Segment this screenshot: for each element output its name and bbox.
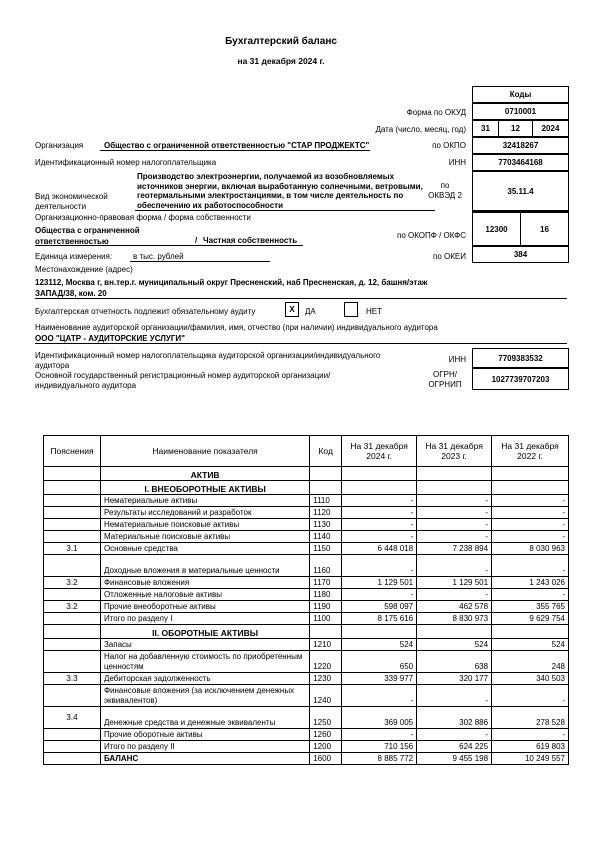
value-2024-cell: - (342, 531, 417, 543)
code-cell: 1230 (310, 673, 342, 685)
col-header-notes: Пояснения (44, 436, 101, 467)
value-2022-cell: - (492, 519, 569, 531)
value-2024-cell: - (342, 685, 417, 707)
value-2024-cell: - (342, 589, 417, 601)
col-header-2022: На 31 декабря 2022 г. (492, 436, 569, 467)
legal-slash: / (195, 236, 198, 245)
value-2022-cell: 524 (492, 639, 569, 651)
note-cell (44, 481, 101, 495)
audit-yes-label: ДА (305, 307, 316, 316)
value-2024-cell: 8 885 772 (342, 753, 417, 765)
inn-value: 7703464168 (472, 154, 569, 171)
note-cell: 3.4 (44, 707, 101, 729)
name-cell: БАЛАНС (100, 753, 309, 765)
table-row (44, 651, 569, 673)
activity-label: Вид экономической деятельности (35, 192, 108, 211)
value-2023-cell (417, 625, 492, 639)
document-title: Бухгалтерский баланс (225, 36, 337, 47)
codes-header: Коды (472, 86, 569, 103)
name-cell: Финансовые вложения (100, 577, 309, 589)
value-2023-cell: - (417, 507, 492, 519)
note-cell (44, 519, 101, 531)
okopf-value: 12300 (472, 212, 521, 246)
auditor-inn-label: Идентификационный номер налогоплательщика аудиторской организации/индивидуального аудитора (35, 351, 381, 370)
table-row (44, 531, 569, 543)
table-header-row (44, 436, 569, 467)
code-cell: 1260 (310, 729, 342, 741)
legal-form-label: Организационно-правовая форма / форма собственности (35, 213, 251, 222)
name-cell: I. ВНЕОБОРОТНЫЕ АКТИВЫ (100, 481, 309, 495)
note-cell (44, 729, 101, 741)
auditor-inn-code-label: ИНН (448, 355, 466, 364)
value-2024-cell: - (342, 495, 417, 507)
note-cell (44, 507, 101, 519)
value-2024-cell: 6 448 018 (342, 543, 417, 555)
note-cell: 3.3 (44, 673, 101, 685)
name-cell: Материальные поисковые активы (100, 531, 309, 543)
code-cell: 1220 (310, 651, 342, 673)
value-2022-cell: 9 629 754 (492, 613, 569, 625)
value-2023-cell: 462 578 (417, 601, 492, 613)
value-2024-cell: 1 129 501 (342, 577, 417, 589)
value-2023-cell: 1 129 501 (417, 577, 492, 589)
col-header-indicator: Наименование показателя (100, 436, 309, 467)
value-2022-cell: 355 765 (492, 601, 569, 613)
value-2024-cell: - (342, 519, 417, 531)
audit-no-checkbox[interactable] (344, 302, 358, 317)
value-2022-cell: - (492, 531, 569, 543)
code-cell: 1210 (310, 639, 342, 651)
table-row (44, 507, 569, 519)
okved-label: по ОКВЭД 2 (428, 181, 462, 200)
value-2024-cell: 598 097 (342, 601, 417, 613)
col-header-2024: На 31 декабря 2024 г. (342, 436, 417, 467)
ownership: Частная собственность (203, 236, 298, 245)
okopf-label: по ОКОПФ / ОКФС (397, 231, 466, 240)
value-2023-cell: 7 238 894 (417, 543, 492, 555)
audit-yes-checkbox[interactable]: X (285, 302, 299, 317)
name-cell: Прочие внеоборотные активы (100, 601, 309, 613)
document-date: на 31 декабря 2024 г. (237, 56, 325, 66)
name-cell: Запасы (100, 639, 309, 651)
code-cell: 1600 (310, 753, 342, 765)
note-cell (44, 467, 101, 481)
name-cell: Прочие оборотные активы (100, 729, 309, 741)
value-2022-cell: 340 503 (492, 673, 569, 685)
auditor-label: Наименование аудиторской организации/фамилия, имя, отчество (при наличии) индивидуального аудитора (35, 323, 438, 332)
value-2023-cell: - (417, 729, 492, 741)
table-row (44, 495, 569, 507)
value-2022-cell: 248 (492, 651, 569, 673)
value-2023-cell: 624 225 (417, 741, 492, 753)
name-cell: Денежные средства и денежные эквиваленты (100, 707, 309, 729)
value-2023-cell: 8 830 973 (417, 613, 492, 625)
org-name: Общество с ограниченной ответственностью "СТАР ПРОДЖЕКТС" (104, 141, 370, 150)
code-cell: 1160 (310, 555, 342, 577)
value-2022-cell: - (492, 589, 569, 601)
name-cell: Отложенные налоговые активы (100, 589, 309, 601)
okpo-label: по ОКПО (432, 141, 466, 150)
note-cell (44, 625, 101, 639)
note-cell: 3.2 (44, 601, 101, 613)
value-2022-cell: - (492, 495, 569, 507)
code-cell: 1140 (310, 531, 342, 543)
value-2022-cell: - (492, 685, 569, 707)
auditor-name: ООО "ЦАТР - АУДИТОРСКИЕ УСЛУГИ" (35, 334, 185, 343)
section-header-row (44, 467, 569, 481)
value-2022-cell (492, 625, 569, 639)
table-row (44, 639, 569, 651)
note-cell (44, 753, 101, 765)
table-row (44, 555, 569, 577)
code-cell: 1190 (310, 601, 342, 613)
value-2024-cell: 8 175 616 (342, 613, 417, 625)
address-value: 123112, Москва г, вн.тер.г. муниципальный округ Пресненский, наб Пресненская, д. 12, башня/этаж ЗАПАД/38, ком. 20 (35, 278, 428, 298)
name-cell: Результаты исследований и разработок (100, 507, 309, 519)
note-cell: 3.2 (44, 577, 101, 589)
note-cell (44, 531, 101, 543)
table-row (44, 707, 569, 729)
table-row (44, 519, 569, 531)
value-2022-cell: - (492, 507, 569, 519)
value-2023-cell: 320 177 (417, 673, 492, 685)
note-cell (44, 639, 101, 651)
col-header-2023: На 31 декабря 2023 г. (417, 436, 492, 467)
value-2024-cell: 710 156 (342, 741, 417, 753)
value-2024-cell: - (342, 507, 417, 519)
value-2023-cell: 9 455 198 (417, 753, 492, 765)
note-cell (44, 651, 101, 673)
value-2023-cell: - (417, 519, 492, 531)
name-cell: Налог на добавленную стоимость по приобретенным ценностям (100, 651, 309, 673)
activity-text: Производство электроэнергии, получаемой из возобновляемых источников энергии, включая выработанную солнечными, ветровыми, геотермальными электростанциями, в том числе деятельность по обеспечению их работоспособности (137, 172, 423, 210)
value-2023-cell: - (417, 589, 492, 601)
value-2023-cell: 638 (417, 651, 492, 673)
note-cell (44, 741, 101, 753)
unit-value: в тыс. рублей (133, 252, 184, 261)
audit-no-label: НЕТ (366, 307, 382, 316)
name-cell: Дебиторская задолженность (100, 673, 309, 685)
value-2023-cell (417, 481, 492, 495)
value-2023-cell: - (417, 531, 492, 543)
code-cell: 1110 (310, 495, 342, 507)
code-cell: 1180 (310, 589, 342, 601)
date-month: 12 (498, 120, 533, 137)
name-cell: Доходные вложения в материальные ценности (100, 555, 309, 577)
unit-label: Единица измерения: (35, 252, 113, 261)
table-row (44, 673, 569, 685)
date-year: 2024 (532, 120, 569, 137)
value-2022-cell: 8 030 963 (492, 543, 569, 555)
note-cell: 3.1 (44, 543, 101, 555)
code-cell (310, 625, 342, 639)
auditor-ogrn-label: Основной государственный регистрационный номер аудиторской организации/индивидуального аудитора (35, 371, 331, 390)
okei-value: 384 (472, 246, 569, 263)
value-2024-cell (342, 481, 417, 495)
balance-table (43, 435, 569, 765)
value-2023-cell (417, 467, 492, 481)
okei-label: по ОКЕИ (433, 252, 466, 261)
code-cell (310, 481, 342, 495)
value-2023-cell: 302 886 (417, 707, 492, 729)
table-row (44, 543, 569, 555)
name-cell: Финансовые вложения (за исключением денежных эквивалентов) (100, 685, 309, 707)
date-day: 31 (472, 120, 499, 137)
value-2023-cell: - (417, 495, 492, 507)
note-cell (44, 685, 101, 707)
section-header-row (44, 625, 569, 639)
auditor-ogrn-value: 1027739707203 (472, 368, 569, 390)
name-cell: Основные средства (100, 543, 309, 555)
value-2022-cell: - (492, 729, 569, 741)
value-2024-cell (342, 625, 417, 639)
name-cell: АКТИВ (100, 467, 309, 481)
value-2022-cell (492, 467, 569, 481)
org-label: Организация (35, 141, 84, 150)
value-2024-cell (342, 467, 417, 481)
balance-total-row (44, 753, 569, 765)
code-cell (310, 467, 342, 481)
value-2022-cell: 619 803 (492, 741, 569, 753)
legal-form: Общества с ограниченной ответственностью (35, 226, 140, 246)
name-cell: Нематериальные активы (100, 495, 309, 507)
audit-question: Бухгалтерская отчетность подлежит обязательному аудиту (35, 307, 256, 316)
okud-value: 0710001 (472, 103, 569, 120)
name-cell: Нематериальные поисковые активы (100, 519, 309, 531)
value-2022-cell: 278 528 (492, 707, 569, 729)
value-2023-cell: 524 (417, 639, 492, 651)
value-2022-cell (492, 481, 569, 495)
value-2023-cell: - (417, 685, 492, 707)
value-2024-cell: - (342, 555, 417, 577)
okved-value: 35.11.4 (472, 171, 569, 211)
code-cell: 1150 (310, 543, 342, 555)
value-2022-cell: - (492, 555, 569, 577)
inn-label: ИНН (448, 158, 466, 167)
value-2022-cell: 1 243 026 (492, 577, 569, 589)
name-cell: Итого по разделу II (100, 741, 309, 753)
code-cell: 1120 (310, 507, 342, 519)
value-2024-cell: 650 (342, 651, 417, 673)
code-cell: 1240 (310, 685, 342, 707)
code-cell: 1200 (310, 741, 342, 753)
col-header-code: Код (310, 436, 342, 467)
table-row (44, 601, 569, 613)
table-row (44, 685, 569, 707)
name-cell: Итого по разделу I (100, 613, 309, 625)
inn-row-label: Идентификационный номер налогоплательщика (35, 158, 217, 167)
auditor-ogrn-code-label: ОГРН/ ОГРНИП (428, 370, 462, 389)
address-label: Местонахождение (адрес) (35, 265, 133, 274)
table-row (44, 577, 569, 589)
value-2024-cell: 369 005 (342, 707, 417, 729)
okud-label: Форма по ОКУД (406, 108, 466, 117)
section-header-row (44, 481, 569, 495)
value-2024-cell: 524 (342, 639, 417, 651)
note-cell (44, 589, 101, 601)
value-2024-cell: 339 977 (342, 673, 417, 685)
name-cell: II. ОБОРОТНЫЕ АКТИВЫ (100, 625, 309, 639)
subtotal-row (44, 741, 569, 753)
value-2023-cell: - (417, 555, 492, 577)
okfs-value: 16 (520, 212, 569, 246)
note-cell (44, 495, 101, 507)
okpo-value: 32418267 (472, 137, 569, 154)
table-row (44, 589, 569, 601)
auditor-inn-value: 7709383532 (472, 348, 569, 368)
table-row (44, 729, 569, 741)
value-2024-cell: - (342, 729, 417, 741)
code-cell: 1250 (310, 707, 342, 729)
note-cell (44, 613, 101, 625)
code-cell: 1100 (310, 613, 342, 625)
value-2022-cell: 10 249 557 (492, 753, 569, 765)
date-label: Дата (число, месяц, год) (375, 125, 466, 134)
code-cell: 1130 (310, 519, 342, 531)
subtotal-row (44, 613, 569, 625)
code-cell: 1170 (310, 577, 342, 589)
note-cell (44, 555, 101, 577)
